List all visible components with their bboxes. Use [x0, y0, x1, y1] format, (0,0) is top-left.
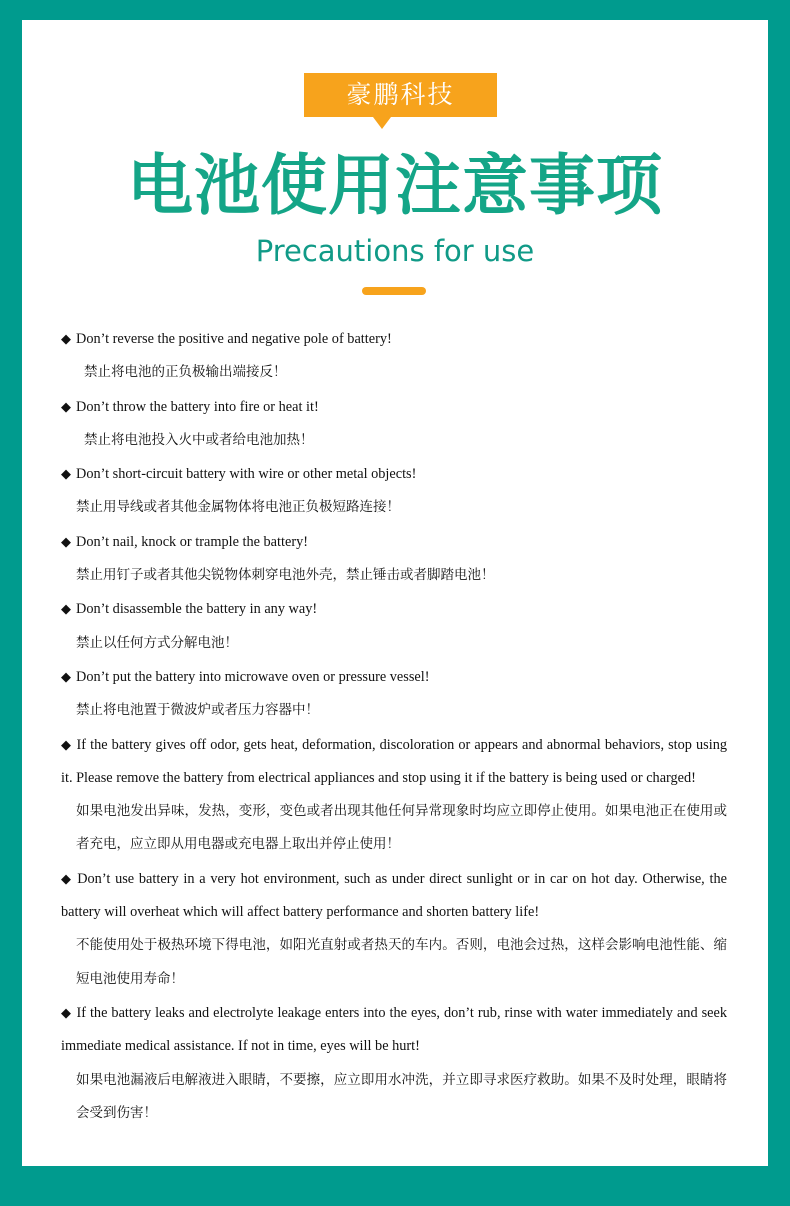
precaution-english: If the battery leaks and electrolyte leakage enters into the eyes, don’t rub, rinse with water immediately and seek immediate medical assistance. If not in time, eyes will be hurt!: [61, 1004, 728, 1055]
precaution-chinese: 如果电池发出异味，发热，变形，变色或者出现其他任何异常现象时均应立即停止使用。如果电池正在使用或者充电，应立即从用电器或充电器上取出并停止使用！: [76, 803, 727, 853]
precaution-chinese: 禁止将电池置于微波炉或者压力容器中！: [76, 702, 319, 719]
precaution-english: Don’t use battery in a very hot environment, such as under direct sunlight or in car on hot day. Otherwise, the battery will overheat which will affect battery performance and shorten battery life!: [61, 870, 727, 921]
precaution-english: Don’t reverse the positive and negative pole of battery!: [76, 331, 392, 347]
precaution-english: Don’t nail, knock or trample the battery!: [76, 533, 308, 550]
precaution-item: [61, 592, 727, 660]
precaution-english: Don’t disassemble the battery in any way!: [76, 601, 318, 618]
diamond-bullet-icon: ◆: [61, 1004, 72, 1020]
precaution-chinese: 不能使用处于极热环境下得电池，如阳光直射或者热天的车内。否则，电池会过热，这样会影响电池性能、缩短电池使用寿命！: [76, 937, 727, 987]
precaution-chinese: 禁止将电池的正负极输出端接反！: [84, 364, 287, 381]
precaution-item: [61, 457, 727, 525]
diamond-bullet-icon: ◆: [61, 331, 71, 346]
precaution-item: [61, 390, 727, 458]
diamond-bullet-icon: ◆: [61, 668, 71, 684]
precaution-item: [61, 862, 727, 996]
page-subtitle: Precautions for use: [255, 234, 535, 268]
diamond-bullet-icon: ◆: [61, 870, 73, 886]
diamond-bullet-icon: ◆: [61, 601, 71, 617]
precaution-item: [61, 728, 727, 862]
diamond-bullet-icon: ◆: [61, 398, 71, 414]
precaution-english: Don’t put the battery into microwave oven or pressure vessel!: [76, 668, 430, 685]
precaution-item: [61, 525, 727, 593]
diamond-bullet-icon: ◆: [61, 736, 72, 752]
precaution-item: [61, 660, 727, 728]
precaution-chinese: 如果电池漏液后电解液进入眼睛，不要擦，应立即用水冲洗，并立即寻求医疗救助。如果不及时处理，眼睛将会受到伤害！: [76, 1071, 727, 1121]
diamond-bullet-icon: ◆: [61, 533, 71, 549]
title-underline-divider: [362, 287, 426, 295]
precaution-english: Don’t short-circuit battery with wire or other metal objects!: [76, 466, 417, 483]
page-title: 电池使用注意事项: [127, 147, 663, 224]
precaution-item: [61, 322, 727, 390]
precaution-item: [61, 996, 727, 1130]
precaution-chinese: 禁止用导线或者其他金属物体将电池正负极短路连接！: [76, 499, 400, 516]
brand-tag: 豪鹏科技: [304, 73, 497, 117]
precaution-chinese: 禁止用钉子或者其他尖锐物体刺穿电池外壳，禁止锤击或者脚踏电池！: [76, 567, 495, 584]
brand-tag-pointer: [373, 117, 391, 129]
precaution-chinese: 禁止以任何方式分解电池！: [76, 634, 238, 651]
precaution-english: Don’t throw the battery into fire or heat it!: [76, 398, 319, 415]
precautions-list: [61, 322, 727, 1130]
precaution-chinese: 禁止将电池投入火中或者给电池加热！: [84, 431, 314, 448]
diamond-bullet-icon: ◆: [61, 466, 71, 482]
precaution-english: If the battery gives off odor, gets heat, deformation, discoloration or appears and abnormal behaviors, stop using it. Please remove the battery from electrical appliances and stop using it if the battery is being used or charged!: [61, 736, 727, 786]
